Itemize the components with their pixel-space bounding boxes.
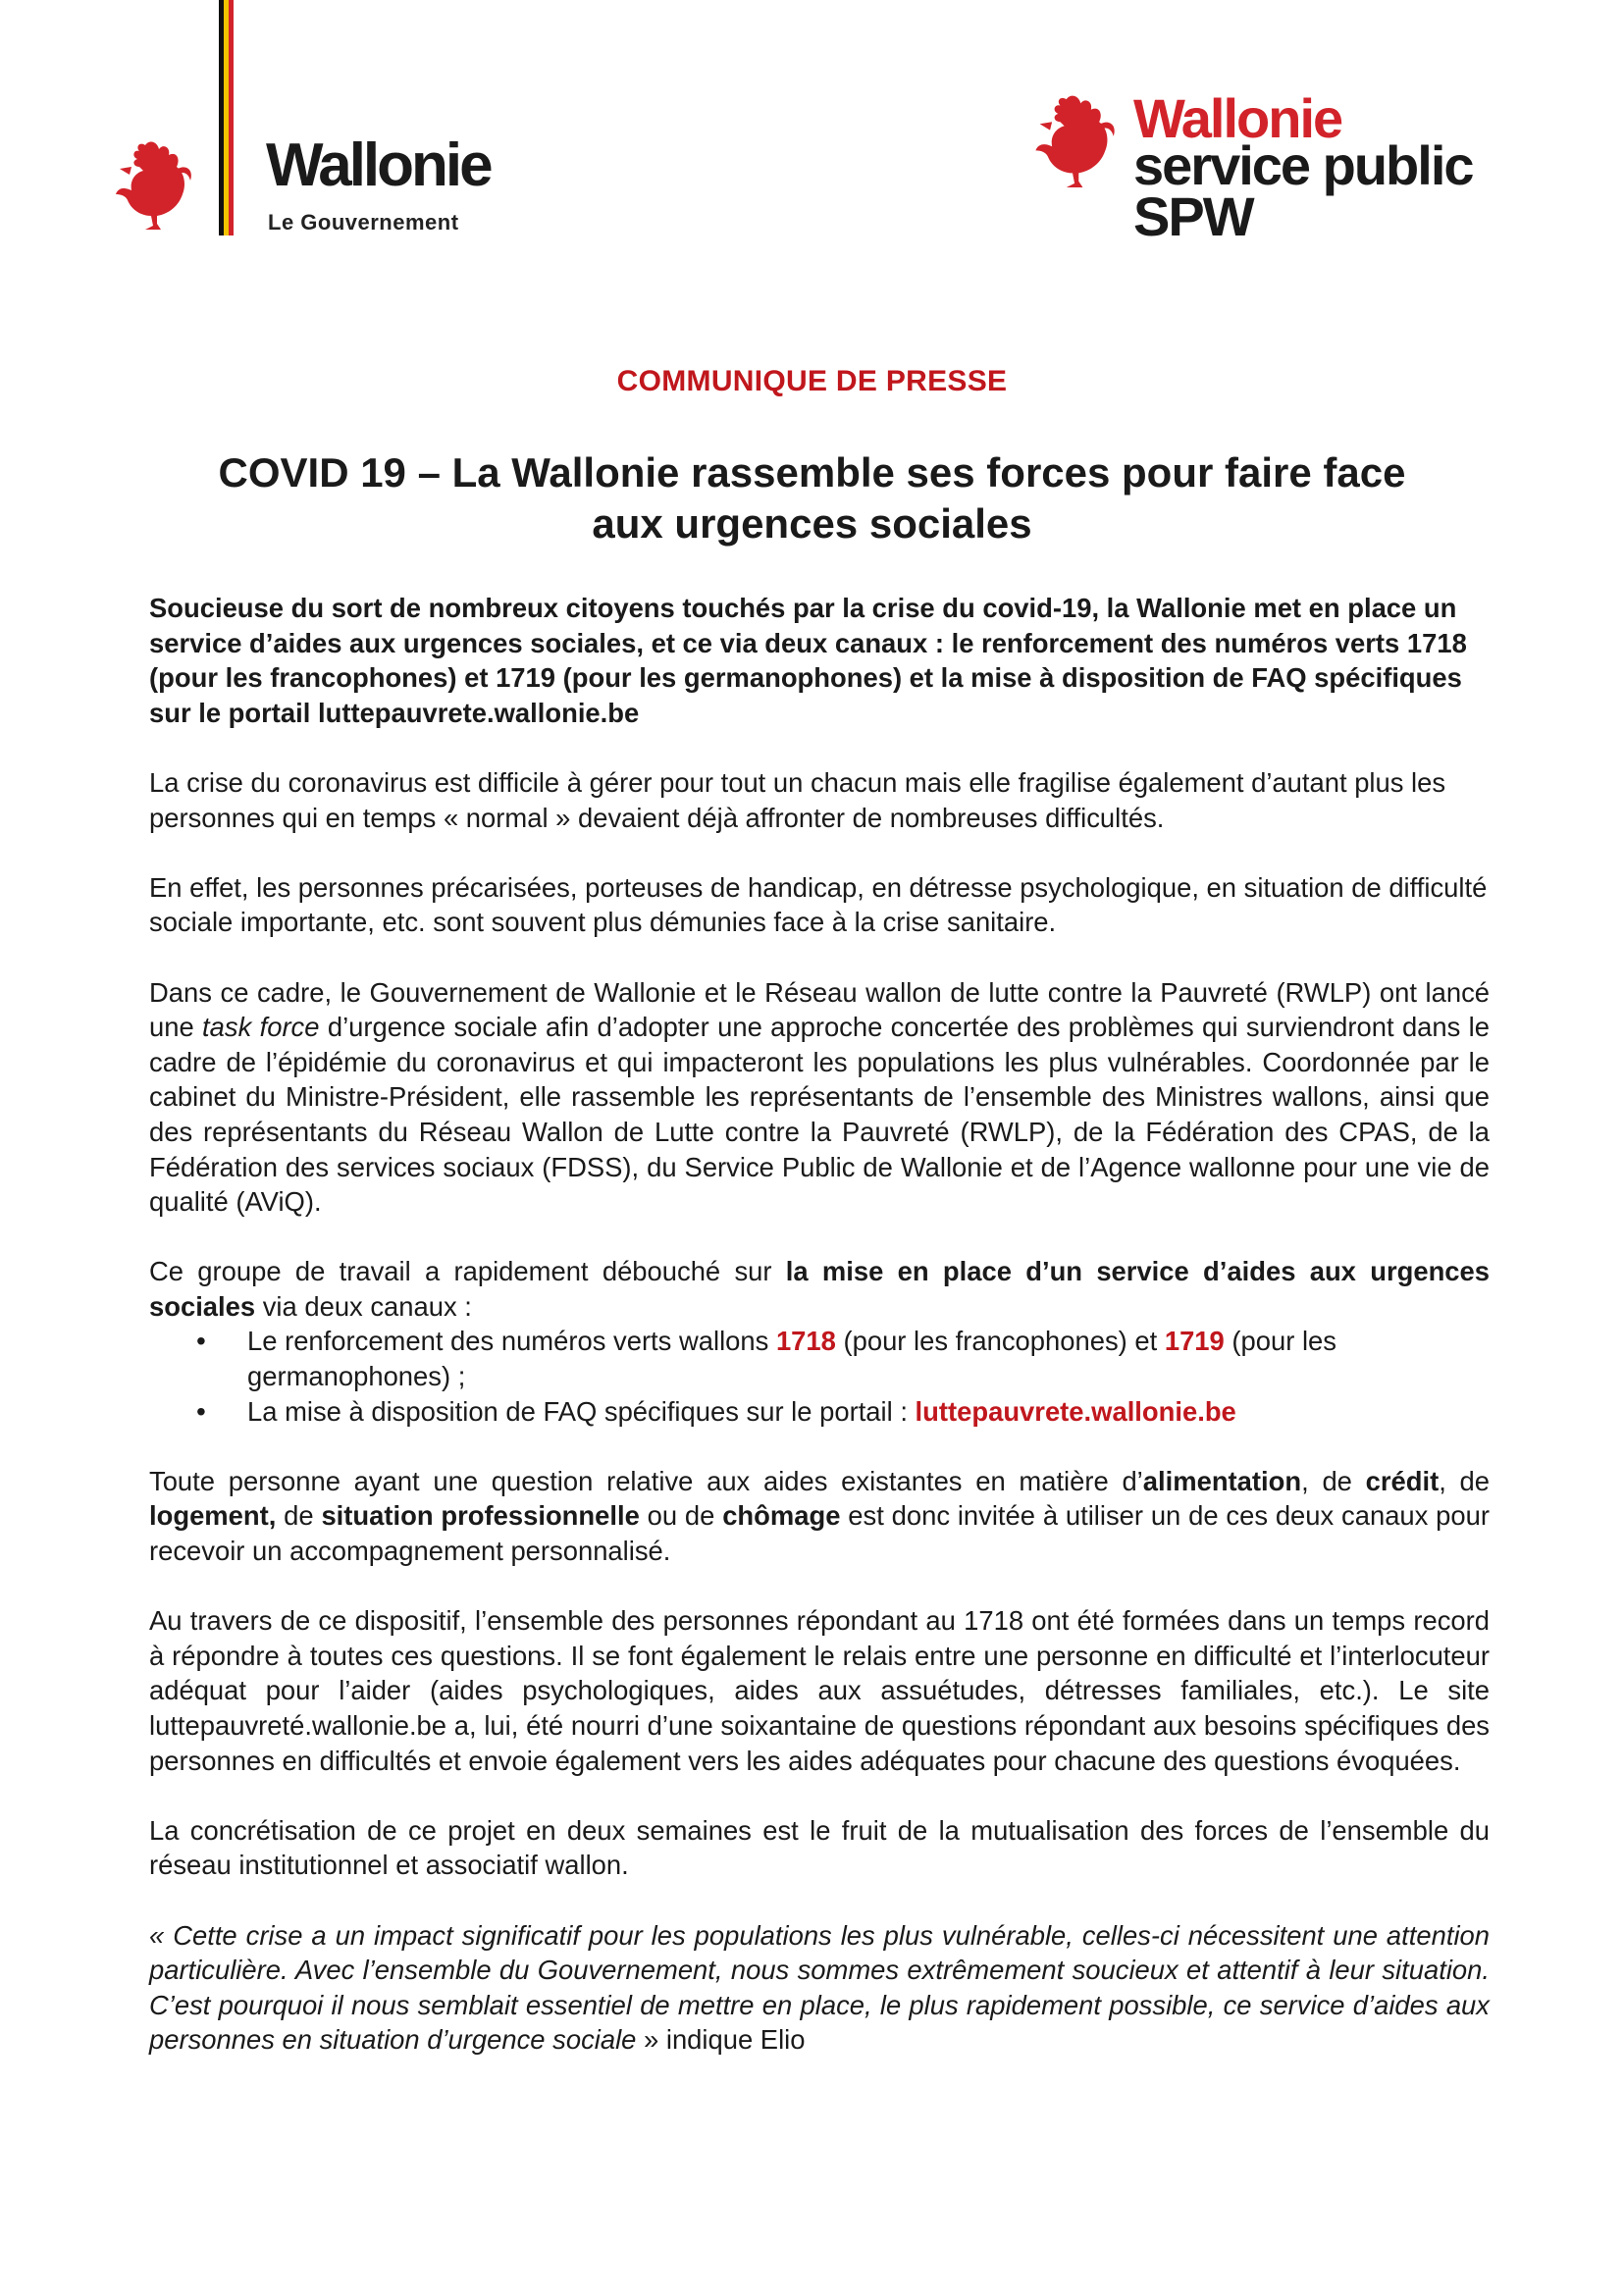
logo-spw: [1025, 83, 1496, 255]
p3-italic: task force: [202, 1012, 320, 1043]
logo-subtitle: Le Gouvernement: [268, 210, 459, 235]
p5-bold-chomage: chômage: [722, 1500, 841, 1532]
rooster-icon: [1025, 89, 1120, 191]
spw-line-service-public: service public: [1133, 134, 1473, 196]
phone-number-1719: 1719: [1164, 1326, 1225, 1357]
p4-bold: la mise en place d’un service d’aides aux urgences sociales: [149, 1256, 1490, 1322]
paragraph-6: Au travers de ce dispositif, l’ensemble des personnes répondant au 1718 ont été formées dans un temps record à répondre à toutes ces questions. Il se font également le relais entre une personne en difficulté et l’interlocuteur adéquat pour l’aider (aides psychologiques, aides aux assuétudes, détresses familiales, etc.). Le site luttepauvreté.wallonie.be a, lui, été nourri d’une soixantaine de questions répondant aux besoins spécifiques des personnes en difficultés et envoie également vers les aides adéquates pour chacune des questions évoquées.: [149, 1605, 1490, 1776]
p5-text-3: , de: [1439, 1465, 1491, 1496]
p5-bold-alimentation: alimentation: [1142, 1465, 1302, 1496]
paragraph-7: La concrétisation de ce projet en deux semaines est le fruit de la mutualisation des forces de l’ensemble du réseau institutionnel et associatif wallon.: [149, 1814, 1490, 1881]
p4-text-a: Ce groupe de travail a rapidement débouché sur: [149, 1256, 786, 1287]
bullet-2-text: La mise à disposition de FAQ spécifiques sur le portail :: [247, 1395, 916, 1427]
quote-paragraph: [149, 1918, 1490, 2058]
title-line-1: COVID 19 – La Wallonie rassemble ses forces pour faire face: [218, 449, 1406, 496]
flag-stripe-red: [229, 0, 234, 235]
p3-text-a: Dans ce cadre, le Gouvernement de Wallonie et le Réseau wallon de lutte contre la Pauvreté (RWLP) ont lancé une: [149, 976, 1490, 1043]
phone-number-1718: 1718: [775, 1326, 836, 1357]
paragraph-3: [149, 975, 1490, 1220]
bullet-1-text-c: (pour les germanophones) ;: [247, 1326, 1336, 1392]
bullet-1-text-a: Le renforcement des numéros verts wallons: [247, 1326, 776, 1357]
press-release-body: [149, 591, 1490, 2058]
p5-bold-situation: situation professionnelle: [321, 1500, 640, 1532]
p3-text-b: d’urgence sociale afin d’adopter une approche concertée des problèmes qui surviendront dans le cadre de l’épidémie du coronavirus et qui impacteront les populations les plus vulnérables. Coordonnée par le cabinet du Ministre-Président, elle rassemble les représentants de l’ensemble des Ministres wallons, ainsi que des représentants du Réseau Wallon de Lutte contre la Pauvreté (RWLP), de la Fédération des CPAS, de la Fédération des services sociaux (FDSS), du Service Public de Wallonie et de l’Agence wallonne pour une vie de qualité (AViQ).: [149, 1012, 1490, 1218]
paragraph-5: [149, 1464, 1490, 1569]
title-line-2: aux urgences sociales: [592, 500, 1032, 547]
rooster-icon: [106, 137, 196, 232]
lead-paragraph: Soucieuse du sort de nombreux citoyens touchés par la crise du covid-19, la Wallonie met en place un service d’aides aux urgences sociales, et ce via deux canaux : le renforcement des numéros verts 1718 (pour les francophones) et 1719 (pour les germanophones) et la mise à disposition de FAQ spécifiques sur le portail luttepauvrete.wallonie.be: [149, 593, 1467, 728]
spw-line-spw: SPW: [1133, 185, 1253, 247]
quote-text: « Cette crise a un impact significatif pour les populations les plus vulnérable, celles-ci nécessitent une attention particulière. Avec l’ensemble du Gouvernement, nous sommes extrêmement soucieux et attentif à leur situation. C’est pourquoi il nous semblait essentiel de mettre en place, le plus rapidement possible, ce service d’aides aux personnes en situation d’urgence sociale: [149, 1919, 1490, 2056]
p5-bold-credit: crédit: [1365, 1465, 1440, 1496]
list-item: [247, 1324, 1490, 1393]
p4-text-b: via deux canaux :: [255, 1290, 472, 1322]
page-title: [118, 447, 1506, 549]
paragraph-4: [149, 1254, 1490, 1324]
paragraph-2: En effet, les personnes précarisées, porteuses de handicap, en détresse psychologique, en situation de difficulté sociale importante, etc. sont souvent plus démunies face à la crise sanitaire.: [149, 871, 1488, 938]
channels-list: [149, 1324, 1490, 1429]
bullet-1-text-b: (pour les francophones) et: [835, 1326, 1165, 1357]
portal-link[interactable]: luttepauvrete.wallonie.be: [915, 1395, 1236, 1427]
quote-attribution: » indique Elio: [636, 2024, 806, 2056]
p5-text-4: de: [276, 1500, 322, 1532]
p5-text-6: est donc invitée à utiliser un de ces deux canaux pour recevoir un accompagnement personnalisé.: [149, 1500, 1490, 1567]
logo-wordmark: Wallonie: [266, 131, 491, 199]
spw-line-wallonie: Wallonie: [1133, 87, 1342, 149]
list-item: [247, 1394, 1490, 1430]
p5-bold-logement: logement,: [149, 1500, 277, 1532]
p5-text-5: ou de: [639, 1500, 723, 1532]
logo-wallonie-gouvernement: [106, 0, 528, 240]
p5-text-1: Toute personne ayant une question relative aux aides existantes en matière d’: [149, 1465, 1143, 1496]
paragraph-1: La crise du coronavirus est difficile à gérer pour tout un chacun mais elle fragilise également d’autant plus les personnes qui en temps « normal » devaient déjà affronter de nombreuses difficultés.: [149, 766, 1446, 833]
press-release-label: COMMUNIQUE DE PRESSE: [616, 365, 1008, 397]
p5-text-2: , de: [1301, 1465, 1366, 1496]
